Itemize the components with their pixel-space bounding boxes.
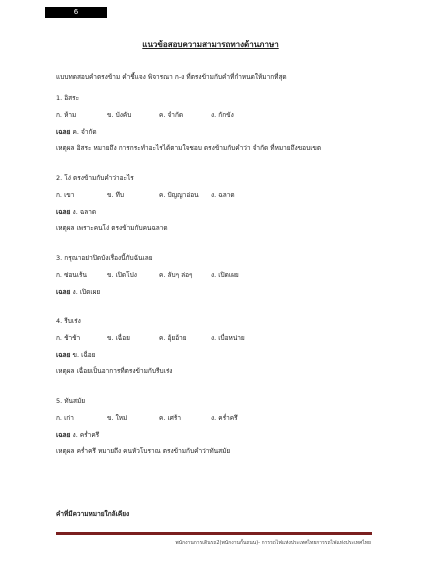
answer-label: เฉลย: [56, 208, 71, 216]
reason-line: เหตุผล เพราะคนโง่ ตรงข้ามกับคนฉลาด: [56, 224, 168, 232]
question-prompt: 4. รีบเร่ง: [56, 317, 81, 325]
choice-list: [56, 271, 396, 288]
question-2: [56, 174, 396, 241]
answer-line: [56, 128, 396, 144]
choice-c: ค. จำกัด: [159, 111, 184, 119]
answer-label: เฉลย: [56, 431, 71, 439]
section-heading: คำที่มีความหมายใกล้เคียง: [56, 510, 130, 518]
choice-list: [56, 111, 396, 128]
choice-c: ค. อุ้ยอ้าย: [159, 334, 187, 342]
question-prompt: 3. กรุณาอย่าปิดบังเรื่องนี้กับฉันเลย: [56, 254, 153, 262]
reason-line: เหตุผล คร่ำครึ หมายถึง คนหัวโบราณ ตรงข้ามกับคำว่าทันสมัย: [56, 447, 231, 455]
choice-a: ก. ช้าช้า: [56, 334, 81, 342]
choice-c: ค. เศร้า: [159, 414, 181, 422]
answer-value: ง. ฉลาด: [72, 208, 97, 216]
choice-b: ข. เฉื่อย: [107, 334, 130, 342]
page-footer: พนักงานการเดินรถ2(พนักงานกั้นถนน)- การรถไฟแห่งประเทศไทยการรถไฟแห่งประเทศไทย: [175, 540, 371, 546]
question-5: [56, 397, 396, 464]
question-1: [56, 94, 396, 161]
choice-a: ก. เขา: [56, 191, 75, 199]
choice-d: ง. เบื่อหน่าย: [211, 334, 245, 342]
answer-label: เฉลย: [56, 351, 71, 359]
reason-line: เหตุผล อิสระ หมายถึง การกระทำอะไรได้ตามใจชอบ ตรงข้ามกับคำว่า จำกัด ที่หมายถึงขอบเขต: [56, 144, 322, 152]
answer-line: [56, 208, 396, 224]
choice-list: [56, 414, 396, 431]
question-prompt: 2. โง่ ตรงข้ามกับคำว่าอะไร: [56, 174, 134, 182]
choice-d: ง. กักขัง: [211, 111, 234, 119]
answer-label: เฉลย: [56, 128, 71, 136]
question-3: [56, 254, 396, 304]
choice-c: ค. ลับๆ ล่อๆ: [159, 271, 193, 279]
answer-value: ง. เปิดเผย: [72, 288, 101, 296]
choice-b: ข. เปิดโปง: [107, 271, 137, 279]
choice-a: ก. ห้าม: [56, 111, 77, 119]
answer-line: [56, 351, 396, 367]
choice-d: ง. คร่ำครึ: [211, 414, 238, 422]
question-prompt: 1. อิสระ: [56, 94, 80, 102]
instructions: แบบทดสอบคำตรงข้าม คำชี้แจง พิจารณา ก-ง ที่ตรงข้ามกับคำที่กำหนดให้มากที่สุด: [56, 73, 287, 81]
answer-label: เฉลย: [56, 288, 71, 296]
choice-list: [56, 334, 396, 351]
page-title: แนวข้อสอบความสามารถทางด้านภาษา: [142, 40, 279, 49]
question-prompt: 5. ทันสมัย: [56, 397, 86, 405]
page-number-badge: 6: [45, 7, 107, 18]
choice-a: ก. ซ่อนเร้น: [56, 271, 87, 279]
choice-b: ข. ทึบ: [107, 191, 124, 199]
question-4: [56, 317, 396, 384]
choice-b: ข. บังคับ: [107, 111, 132, 119]
exam-content: [56, 73, 396, 477]
answer-value: ง. คร่ำครึ: [72, 431, 100, 439]
choice-list: [56, 191, 396, 208]
choice-a: ก. เก่า: [56, 414, 74, 422]
footer-divider: [56, 532, 372, 535]
answer-line: [56, 288, 396, 304]
reason-line: เหตุผล เฉื่อยเป็นอาการที่ตรงข้ามกับรีบเร่ง: [56, 367, 173, 375]
answer-value: ข. เฉื่อย: [72, 351, 96, 359]
choice-b: ข. ใหม่: [107, 414, 128, 422]
choice-d: ง. ฉลาด: [211, 191, 235, 199]
choice-c: ค. ปัญญาอ่อน: [159, 191, 199, 199]
choice-d: ง. เปิดเผย: [211, 271, 239, 279]
answer-value: ค. จำกัด: [72, 128, 97, 136]
answer-line: [56, 431, 396, 447]
